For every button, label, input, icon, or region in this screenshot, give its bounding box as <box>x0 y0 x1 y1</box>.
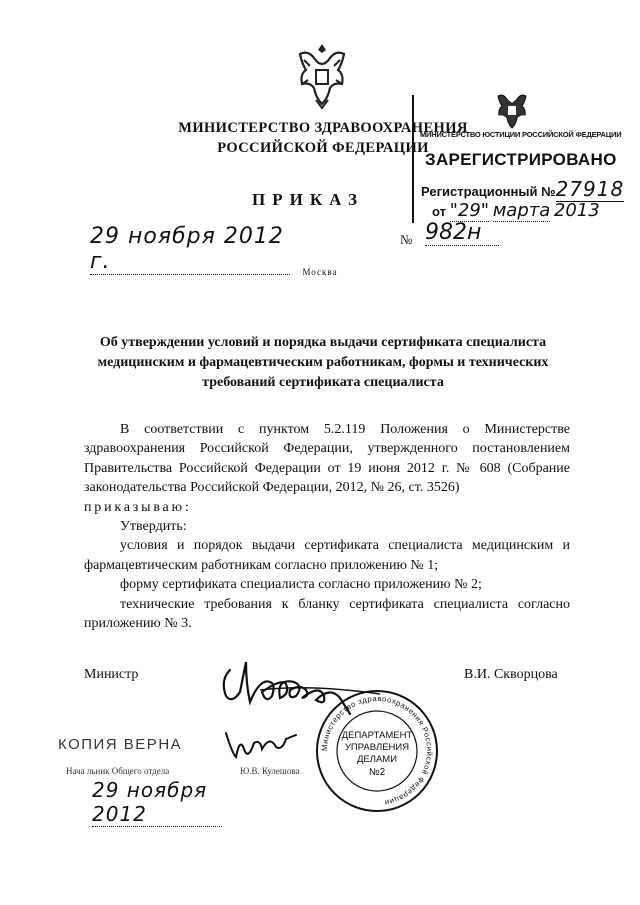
stamp-date-day: "29" <box>449 200 490 221</box>
seal-line-1: ДЕПАРТАМЕНТ <box>341 730 413 741</box>
stamp-ministry-justice: МИНИСТЕРСТВО ЮСТИЦИИ РОССИЙСКОЙ ФЕДЕРАЦИИ <box>420 130 622 139</box>
ministry-line-2: РОССИЙСКОЙ ФЕДЕРАЦИИ <box>217 140 429 156</box>
stamp-date-year: 2013 <box>553 200 600 221</box>
stamp-registration-date <box>432 200 600 221</box>
copy-certified-label: КОПИЯ ВЕРНА <box>58 736 183 753</box>
order-number: 982н <box>425 220 499 246</box>
seal-line-2: УПРАВЛЕНИЯ <box>344 742 410 753</box>
seal-line-4: №2 <box>368 767 386 778</box>
general-department-head-label: Нача льник Общего отдела <box>66 766 170 776</box>
stamp-reg-number-value: 27918 <box>555 177 625 201</box>
stamp-date-prefix: от <box>432 204 446 219</box>
ministry-line-1: МИНИСТЕРСТВО ЗДРАВООХРАНЕНИЯ <box>178 120 468 136</box>
approval-item-3: технические требования к бланку сертификата специалиста согласно приложению № 3. <box>84 596 570 632</box>
copy-certification-date: 29 ноября 2012 <box>92 778 222 827</box>
official-signature-icon <box>222 723 302 763</box>
stamp-registration-number <box>421 177 624 201</box>
approval-item-1: условия и порядок выдачи сертификата специалиста медицинским и фармацевтическим работникам согласно приложению № 1; <box>84 538 570 573</box>
order-number-label: № <box>400 232 413 247</box>
stamp-date-month: марта <box>492 200 551 221</box>
certifier-name: Ю.В. Кулешова <box>240 766 300 776</box>
stamp-emblem-icon <box>492 88 532 130</box>
coat-of-arms-emblem-icon <box>290 40 354 114</box>
document-heading: Об утверждении условий и порядка выдачи сертификата специалиста медицинским и фармацевтическим работникам, формы и технических требований сертификата специалиста <box>97 335 549 390</box>
approval-item-2: форму сертификата специалиста согласно приложению № 2; <box>120 577 482 593</box>
stamp-registered-label: ЗАРЕГИСТРИРОВАНО <box>425 150 617 169</box>
seal-line-3: ДЕЛАМИ <box>356 754 398 765</box>
document-body <box>84 420 570 633</box>
order-city: Москва <box>302 267 338 277</box>
order-word: приказываю: <box>84 499 192 515</box>
approve-line: Утвердить: <box>120 519 187 535</box>
preamble-paragraph: В соответствии с пунктом 5.2.119 Положения о Министерстве здравоохранения Российской Федерации, утвержденного постановлением Правительства Российской Федерации от 19 июня 2012 г. № 608 (Собрание законодательства Российской Федерации, 2012, № 26, ст. 3526) <box>84 422 570 496</box>
order-date: 29 ноября 2012 г. <box>90 224 290 275</box>
stamp-reg-number-label: Регистрационный № <box>421 184 556 199</box>
department-seal-icon <box>314 688 440 814</box>
minister-name: В.И. Скворцова <box>464 667 558 682</box>
signatory-position: Министр <box>84 667 139 682</box>
seal-ring-text: Министерство здравоохранения Российской Федерации <box>319 693 435 808</box>
order-title: ПРИКАЗ <box>252 190 364 209</box>
